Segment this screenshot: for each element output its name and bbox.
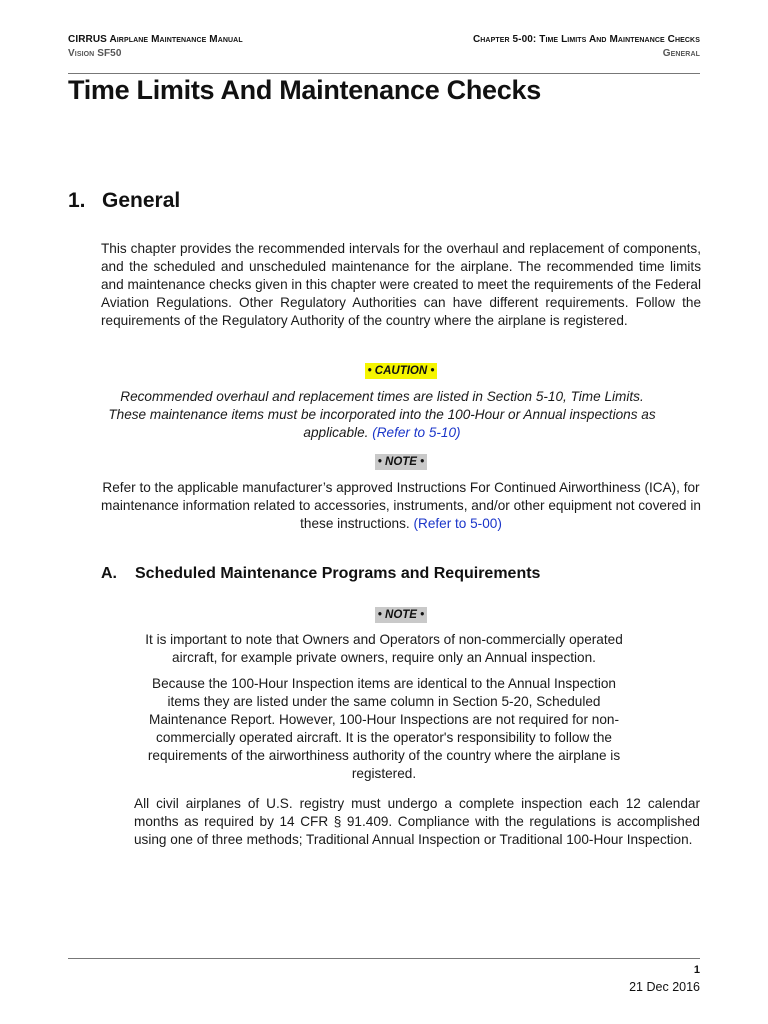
page-number: 1 [693,964,700,976]
section-paragraph: This chapter provides the recommended intervals for the overhaul and replacement of components, and the scheduled and unscheduled maintenance for the airplane. The recommended time limits and maintenance checks given in this chapter were created to meet the requirements of the Federal Aviation Regulations. Other Regulatory Authorities can have different requirements. Follow the requirements of the Regulatory Authority of the country where the airplane is registered. [101,241,701,328]
section-heading [68,187,180,215]
subsection-letter: A. [101,565,117,582]
subsection-note-paragraph-2: Because the 100-Hour Inspection items are identical to the Annual Inspection items they are listed under the same column in Section 5-20, Scheduled Maintenance Report. However, 100-Hour Inspections are not required for non-commercially operated aircraft. It is the operator's responsibility to follow the requirements of the airworthiness authority of the country where the airplane is registered. [147,676,621,781]
subsection-note-paragraph-1: It is important to note that Owners and Operators of non-commercially operated aircraft, for example private owners, require only an Annual inspection. [145,632,623,665]
subsection-note-badge-row [101,605,701,623]
note-text: Refer to the applicable manufacturer’s approved Instructions For Continued Airworthiness (ICA), for maintenance information related to accessories, instruments, and/or other equipment not covered in these instructions. [101,480,701,531]
manual-title: CIRRUS Airplane Maintenance Manual [68,34,243,45]
caution-text: Recommended overhaul and replacement times are listed in Section 5-10, Time Limits. These maintenance items must be incorporated into the 100-Hour or Annual inspections as applicable. [108,389,656,440]
subsection-title: Scheduled Maintenance Programs and Requirements [135,565,541,582]
revision-date: 21 Dec 2016 [629,980,700,994]
header-right [473,33,700,61]
page-title: Time Limits And Maintenance Checks [68,75,541,105]
note-block [101,479,701,533]
section-title: General [102,189,181,212]
aircraft-model: Vision SF50 [68,48,122,59]
subsection-heading [101,563,540,585]
subsection-note-badge: • NOTE • [375,607,427,623]
footer-divider [68,958,700,959]
caution-reference-link[interactable]: (Refer to 5-10) [372,425,461,440]
header-left [68,33,243,61]
caution-block [104,388,660,442]
subsection-paragraph: All civil airplanes of U.S. registry must undergo a complete inspection each 12 calendar months as required by 14 CFR § 91.409. Compliance with the regulations is accomplished using one of three methods; Traditional Annual Inspection or Traditional 100-Hour Inspection. [134,796,700,847]
chapter-title: Chapter 5-00: Time Limits And Maintenance Checks [472,34,700,45]
caution-badge: • CAUTION • [365,363,438,379]
subsection-note-block [134,631,634,783]
chapter-section: General [662,48,700,59]
caution-badge-row [101,361,701,379]
note-reference-link[interactable]: (Refer to 5-00) [413,516,502,531]
note-badge: • NOTE • [375,454,427,470]
section-number: 1. [68,189,86,212]
note-badge-row [101,452,701,470]
page-header [68,33,700,74]
